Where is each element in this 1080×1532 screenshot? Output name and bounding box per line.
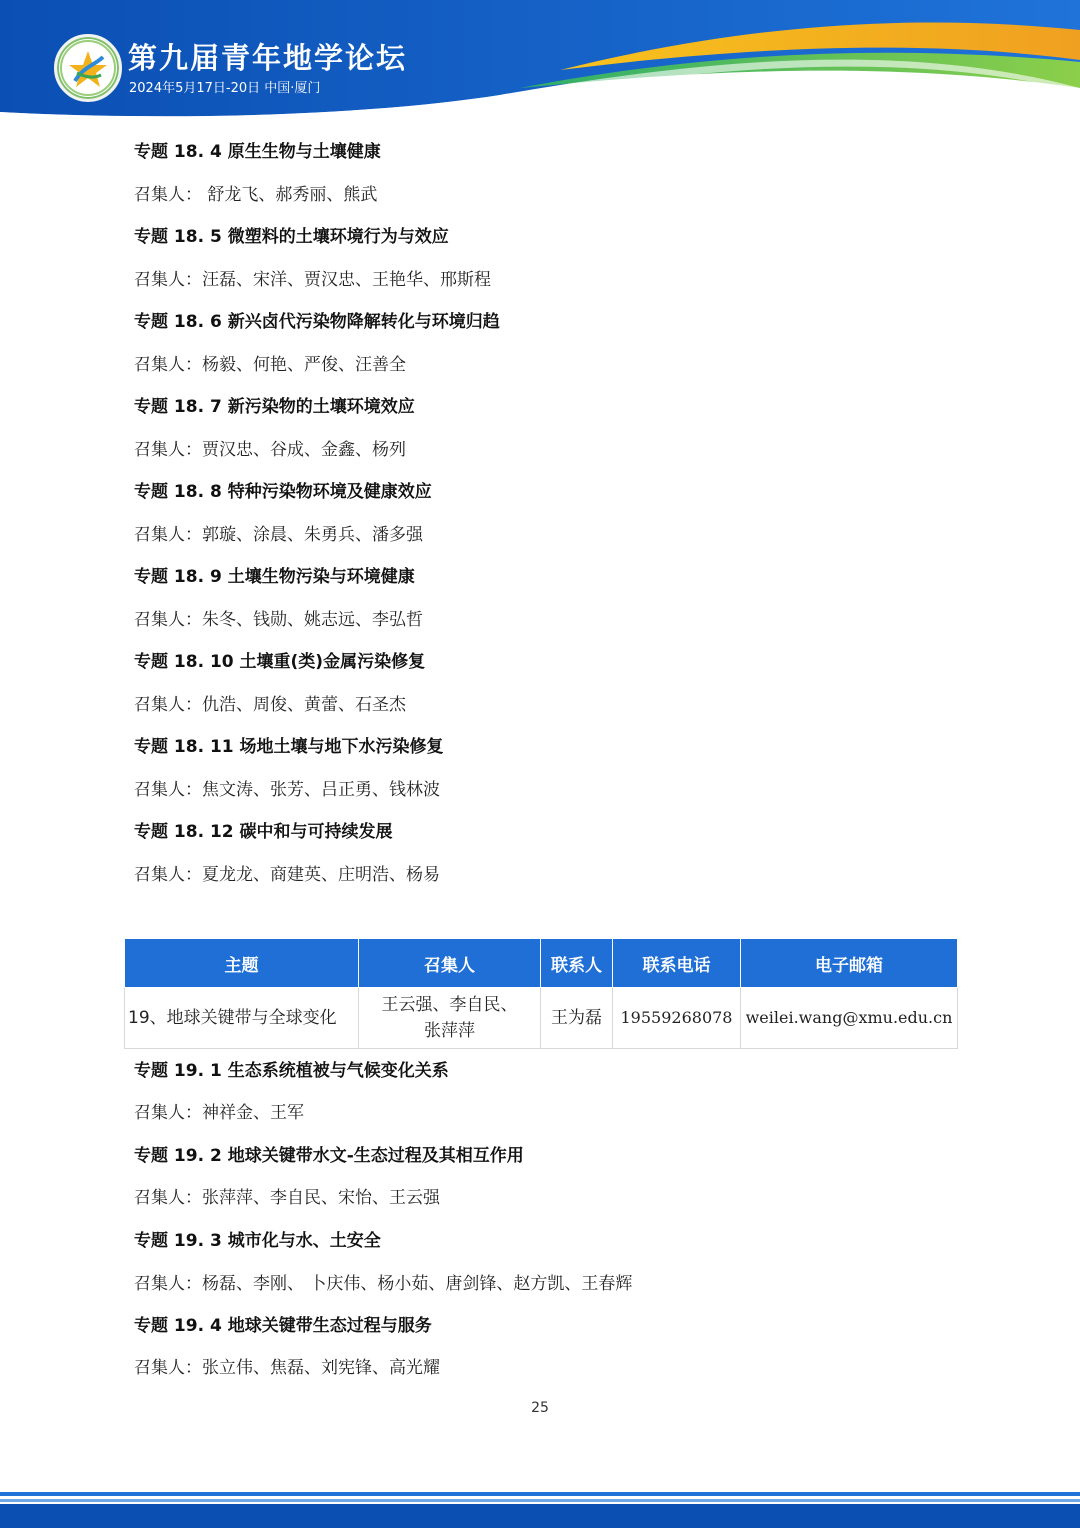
topic-19-1: 专题 19. 1 生态系统植被与气候变化关系 — [134, 1061, 449, 1081]
cell-email: weilei.wang@xmu.edu.cn — [741, 988, 958, 1049]
conveners-18-8: 召集人：郭璇、涂晨、朱勇兵、潘多强 — [134, 525, 423, 545]
topic-18-8: 专题 18. 8 特种污染物环境及健康效应 — [134, 482, 432, 502]
cell-contact: 王为磊 — [541, 988, 613, 1049]
topic-19-4: 专题 19. 4 地球关键带生态过程与服务 — [134, 1316, 432, 1336]
header-conveners: 召集人 — [359, 939, 541, 988]
topic-18-4: 专题 18. 4 原生生物与土壤健康 — [134, 142, 381, 162]
table-header-row — [125, 939, 958, 988]
theme-info-table — [124, 938, 958, 1049]
topic-19-2: 专题 19. 2 地球关键带水文-生态过程及其相互作用 — [134, 1146, 524, 1166]
conveners-19-4: 召集人：张立伟、焦磊、刘宪锋、高光耀 — [134, 1358, 440, 1378]
cell-conveners — [359, 988, 541, 1049]
conveners-18-10: 召集人：仇浩、周俊、黄蕾、石圣杰 — [134, 695, 406, 715]
conveners-18-11: 召集人：焦文涛、张芳、吕正勇、钱林波 — [134, 780, 440, 800]
page-number: 25 — [531, 1400, 549, 1416]
conveners-18-9: 召集人：朱冬、钱勋、姚志远、李弘哲 — [134, 610, 423, 630]
conveners-19-3: 召集人：杨磊、李刚、 卜庆伟、杨小茹、唐剑锋、赵方凯、王春辉 — [134, 1274, 633, 1294]
conference-title: 第九届青年地学论坛 — [128, 41, 408, 75]
table-row — [125, 988, 958, 1049]
header-theme: 主题 — [125, 939, 359, 988]
header-phone: 联系电话 — [613, 939, 741, 988]
forum-logo — [54, 34, 122, 102]
conveners-18-7: 召集人：贾汉忠、谷成、金鑫、杨列 — [134, 440, 406, 460]
header-email: 电子邮箱 — [741, 939, 958, 988]
conveners-18-6: 召集人：杨毅、何艳、严俊、汪善全 — [134, 355, 406, 375]
header-contact: 联系人 — [541, 939, 613, 988]
topic-18-7: 专题 18. 7 新污染物的土壤环境效应 — [134, 397, 415, 417]
topic-18-9: 专题 18. 9 土壤生物污染与环境健康 — [134, 567, 415, 587]
cell-conveners-line1: 王云强、李自民、 — [381, 995, 518, 1015]
conveners-19-2: 召集人：张萍萍、李自民、宋怡、王云强 — [134, 1188, 440, 1208]
conveners-18-12: 召集人：夏龙龙、商建英、庄明浩、杨易 — [134, 865, 440, 885]
topic-18-11: 专题 18. 11 场地土壤与地下水污染修复 — [134, 737, 444, 757]
topic-18-10: 专题 18. 10 土壤重(类)金属污染修复 — [134, 652, 426, 672]
topic-19-3: 专题 19. 3 城市化与水、土安全 — [134, 1231, 381, 1251]
topic-18-12: 专题 18. 12 碳中和与可持续发展 — [134, 822, 393, 842]
cell-phone: 19559268078 — [613, 988, 741, 1049]
topic-18-6: 专题 18. 6 新兴卤代污染物降解转化与环境归趋 — [134, 312, 500, 332]
footer-stripe-graphic — [0, 1490, 1080, 1528]
cell-conveners-line2: 张萍萍 — [424, 1021, 475, 1041]
footer-stripes — [0, 1490, 1080, 1528]
topic-18-5: 专题 18. 5 微塑料的土壤环境行为与效应 — [134, 227, 449, 247]
conveners-18-4: 召集人： 舒龙飞、郝秀丽、熊武 — [134, 185, 378, 205]
cell-theme: 19、地球关键带与全球变化 — [125, 988, 359, 1049]
header-banner — [0, 0, 1080, 130]
conveners-18-5: 召集人：汪磊、宋洋、贾汉忠、王艳华、邢斯程 — [134, 270, 491, 290]
conference-date-place: 2024年5月17日-20日 中国·厦门 — [129, 81, 321, 96]
conveners-19-1: 召集人：神祥金、王军 — [134, 1103, 304, 1123]
